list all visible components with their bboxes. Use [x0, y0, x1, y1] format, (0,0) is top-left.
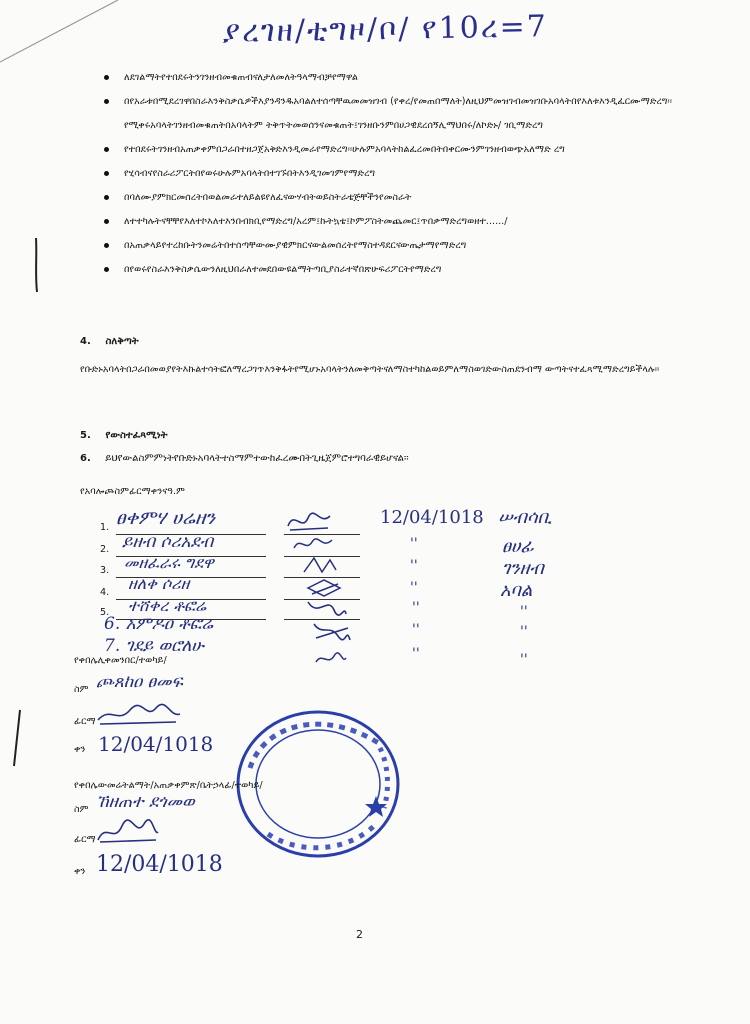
approver-1-sign-label: ፊርማ: [74, 716, 96, 727]
approver-2-name: ኸዘጠተ ደጎመወ: [96, 792, 195, 812]
signatory-name: ተሸቀረ ቶፎሬ: [128, 596, 207, 615]
signatory-name: [104, 614, 213, 634]
signatory-name: ፀቀምሃ ሀሬዘን: [116, 507, 216, 529]
signature-mark: [304, 594, 348, 620]
list-item: የሂሳብናየስራሪፖርትበየወሩሁሉምአባላትበተገኙበትእንዲገመገምየማድረግ: [98, 162, 698, 186]
margin-pen-mark: [30, 236, 42, 294]
section-title: ስለቅጣት: [105, 336, 139, 347]
row-number: 6.: [104, 614, 121, 634]
section-4-heading: [80, 336, 139, 347]
signature-date: 12/04/1018: [380, 507, 484, 528]
section-number: 5.: [80, 430, 91, 441]
signatory-name: ዘለቀ ሶሪዘ: [128, 574, 190, 593]
approver-1-name: ጮጸከዐ ፀመፍ: [96, 672, 183, 692]
signature-mark: [300, 554, 340, 578]
signatory-name-text: አምዶዐ ቶፎሬ: [125, 614, 214, 634]
approver-2-sign-label: ፊርማ: [74, 834, 96, 845]
approver-1-date-label: ቀን: [74, 744, 86, 755]
signature-date: '': [410, 558, 418, 574]
signature-mark: [312, 650, 348, 670]
handwritten-title: ያረገዘ/ቲግዞ/ቦ/ የ10ረ=7: [221, 9, 549, 50]
signature-mark: [284, 506, 334, 536]
list-item: በአጠቃላይየተረከቡትንመሬትበተሰጣቸውሙያዊምክርናውልመሰረትየማስተዳደርናውጤታማየማድረግ: [98, 234, 698, 258]
row-number: 2.: [100, 544, 110, 555]
section-title: የውስተፈጻሚነት: [105, 430, 168, 441]
section-6-text: [80, 453, 409, 464]
list-item: ለደገልማትየተበደሩትንገንዘብመቁጠብናለታለመለትዓላማብቻየማዋል: [98, 66, 698, 90]
signature-date: '': [412, 646, 420, 662]
approver-1-date: 12/04/1018: [98, 732, 214, 756]
signature-date: '': [412, 600, 420, 616]
signatory-role: '': [520, 624, 528, 640]
section-number: 4.: [80, 336, 91, 347]
list-item: በባለሙያምክርመሰረትበወልመራተለይልዩየለፈናውሃብትወይስትራቴጅቸችንየመስራት: [98, 186, 698, 210]
row-number: 1.: [100, 522, 110, 533]
signatory-name: ይዘብ ሶሪአደብ: [122, 532, 214, 552]
approver-2-signature: [96, 818, 160, 846]
section-number: 6.: [80, 453, 91, 464]
signature-date: '': [410, 580, 418, 596]
approver-1-name-label: ስም: [74, 684, 89, 695]
signatory-name: መዘፈራሩ ግደዋ: [124, 553, 214, 572]
signatory-role: አባል: [500, 580, 533, 601]
section-5-heading: [80, 430, 168, 441]
list-item: በየወሩየስራእንቅስቃሴውንለዚህበራለተመደበውዩልማትጣቢያስራተኛበጽሁፍሪፖርትየማድረግ: [98, 258, 698, 282]
list-item: የተበደሩትገንዘብአጠቃቀምበጋራበተዘጋጀአቅድእንዲመራየማድረግ፡፡ሁሉምአባላትከልፈረመበትበቀርሙንምገንዘብወጭአለማድ ረግ: [98, 138, 698, 162]
signatory-role: ሠብሳቢ: [498, 507, 552, 528]
approver-1-title: የቀበሌሊቀመንበር/ተወካይ/: [74, 655, 167, 666]
folded-corner-mark: [0, 0, 120, 70]
list-item: ለተተካሉትናቸቸየእለተኮእለተእንበብክቢየማድረግ/አረም፤ኩትኳቴ፤ኮምፖስትመጨመር፤ጥበቃማድረግወዘተ....../: [98, 210, 698, 234]
row-number: 5.: [100, 607, 110, 618]
approver-2-name-label: ስም: [74, 804, 89, 815]
approver-2-date: 12/04/1018: [96, 852, 223, 877]
signatories-heading: የአባሎጮስምፊርማቀንናዓ.ም: [80, 486, 185, 497]
row-number: 3.: [100, 565, 110, 576]
signatory-role: ገንዘብ: [502, 558, 544, 579]
row-number: 7.: [104, 636, 121, 656]
signature-date: '': [412, 622, 420, 638]
page-number: 2: [356, 928, 363, 941]
signature-mark: [292, 534, 336, 556]
signature-mark: [310, 618, 352, 644]
signatory-role: '': [520, 652, 528, 668]
signature-date: '': [410, 536, 418, 552]
signatory-role: '': [520, 604, 528, 620]
section-4-body: የቡድኑአባላትበጋራበመወያየትእኩልተሳትፎለማረጋገጥእንቅፋትየሚሆኑአባላትንለመቅጣትናለማስተካከልወይምለማስወገድውስጠደንብማ ውጣትናተፈጻሚማድረግይችላሉ፡፡: [80, 364, 660, 375]
list-item: በየአራቱበሚደረገዋበስራእንቅስቃሴዎችእያንዳንዱአባልለተሰጣቸዉመመዝገብ (የቀረ/የመጠበማለት)ለዚህምመዝገብመዝገቡአባላትበየእለቱእንዲፈርሙማድረግ፡፡የሚቀሩአባላትገንዘብመቁጠትበአባላትም ትቅጥትመወሰንናመቁጠት፤ገንዘቡንምበሀጋዊደረሰኝሊማህበሩ/ለኮድኑ/ ገቢማድረግ: [98, 90, 698, 138]
approver-2-date-label: ቀን: [74, 866, 86, 877]
signatory-name: [104, 636, 204, 656]
signatory-role: ፀሀፊ: [502, 536, 534, 557]
row-number: 4.: [100, 587, 110, 598]
approver-1-signature: [96, 702, 182, 728]
signatory-name-text: ገደይ ወሮለሁ: [125, 636, 204, 656]
margin-pen-mark: [10, 708, 24, 768]
section-text: ይህየውልስምምነትየቡድኑአባላትተስማምተውከፈረሙበትጊዜጀምሮተግባራዊይሆናል፡፡: [105, 453, 409, 464]
obligations-list: [98, 66, 698, 282]
approver-2-title: የቀበሌውመሬትልማት/አጠቃቀምጽ/ቤትኃላፊ/ተወካይ/: [74, 780, 263, 791]
